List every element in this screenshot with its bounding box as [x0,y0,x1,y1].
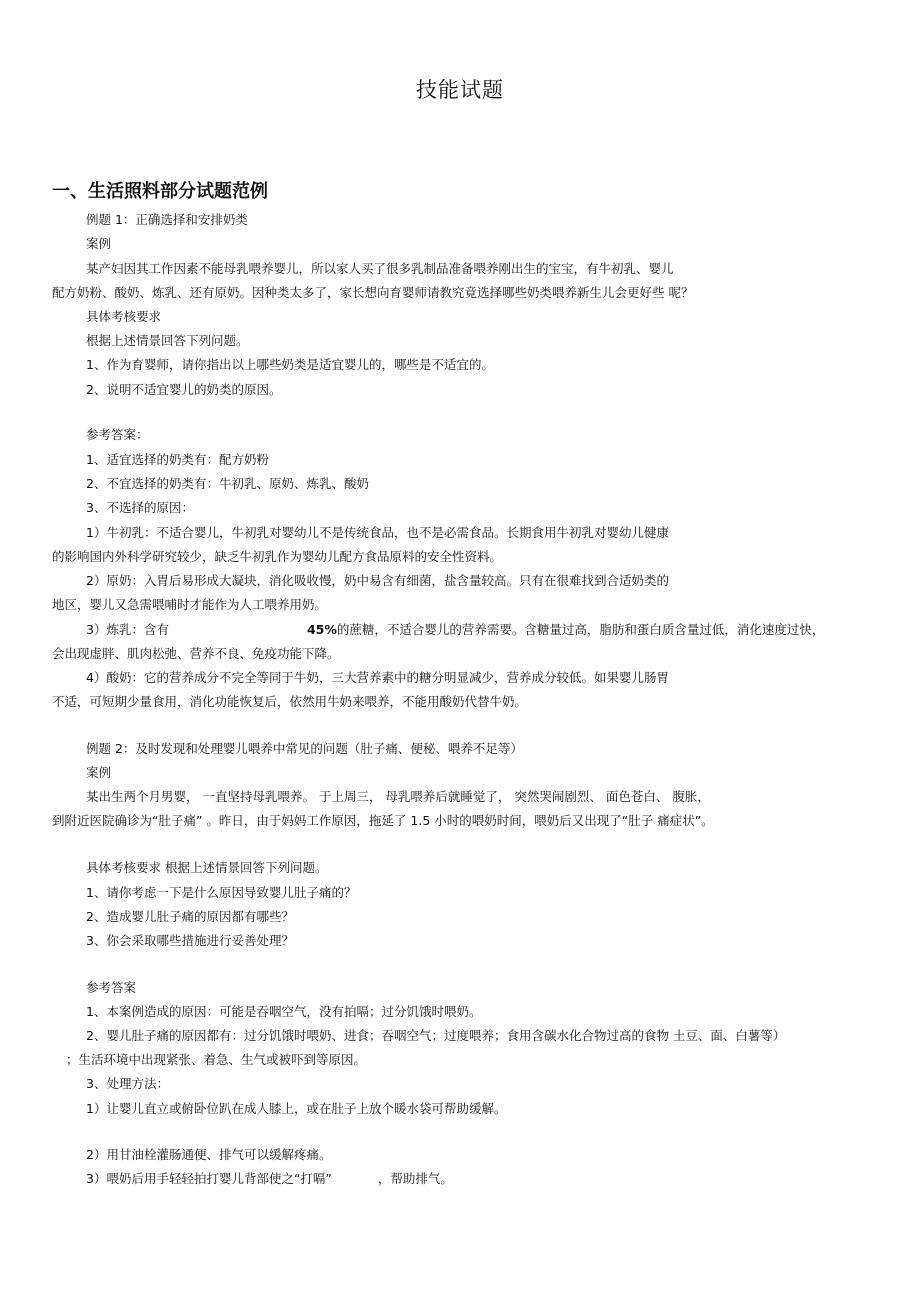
method-1: 1）让婴儿直立或俯卧位趴在成人膝上，或在肚子上放个暖水袋可帮助缓解。 [86,1101,507,1116]
example-2-case-line-2: 到附近医院确诊为“肚子痛” 。昨日，由于妈妈工作原因，拖延了 1.5 小时的喂奶时间，喂奶后又出现了“肚子 痛症状”。 [52,813,714,828]
example-2-heading: 例题 2：及时发现和处理婴儿喂养中常见的问题（肚子痛、便秘、喂养不足等） [86,741,523,756]
example-2-case-line-1: 某出生两个月男婴， 一直坚持母乳喂养。 于上周三， 母乳喂养后就睡觉了， 突然哭闹剧烈、 面色苍白、 腹胀， [86,789,710,804]
example-2-answer-3: 3、处理方法： [86,1076,169,1091]
example-1-case-line-2: 配方奶粉、酸奶、炼乳、还有原奶。因种类太多了，家长想向育婴师请教究竟选择哪些奶类喂养新生儿会更好些 呢？ [52,285,694,300]
method-3-text-a: 3）喂奶后用手轻轻拍打婴儿背部使之“打嗝” [86,1171,332,1186]
reason-4-line-2: 不适，可短期少量食用，消化功能恢复后，依然用牛奶来喂养，不能用酸奶代替牛奶。 [52,694,528,709]
reason-2-line-1: 2）原奶：入胃后易形成大凝块，消化吸收慢，奶中易含有细菌，盐含量较高。只有在很难找到合适奶类的 [86,573,669,588]
example-1-question-2: 2、说明不适宜婴儿的奶类的原因。 [86,382,282,397]
reason-3-text-a: 3）炼乳：含有 [86,622,169,637]
example-2-question-3: 3、你会采取哪些措施进行妥善处理？ [86,933,294,948]
method-3-text-b: ，帮助排气。 [377,1171,453,1186]
reason-4-line-1: 4）酸奶：它的营养成分不完全等同于牛奶，三大营养素中的糖分明显减少，营养成分较低。如果婴儿肠胃 [86,670,669,685]
example-1-heading: 例题 1：正确选择和安排奶类 [86,212,248,227]
example-1-question-1: 1、作为育婴师，请你指出以上哪些奶类是适宜婴儿的，哪些是不适宜的。 [86,357,494,372]
example-2-requirements: 具体考核要求 根据上述情景回答下列问题。 [86,860,328,875]
example-2-answer-label: 参考答案 [86,980,137,995]
example-1-case-line-1: 某产妇因其工作因素不能母乳喂养婴儿，所以家人买了很多乳制品准备喂养刚出生的宝宝，有牛初乳、婴儿 [86,261,674,276]
method-3 [86,1171,453,1187]
example-2-question-1: 1、请你考虑一下是什么原因导致婴儿肚子痛的？ [86,885,357,900]
example-2-question-2: 2、造成婴儿肚子痛的原因都有哪些？ [86,909,294,924]
example-2-case-label: 案例 [86,765,112,780]
page-title: 技能试题 [416,78,504,102]
reason-3-percentage: 45% [306,622,337,637]
example-1-case-label: 案例 [86,236,112,251]
example-2-answer-1: 1、本案例造成的原因：可能是吞咽空气，没有拍嗝；过分饥饿时喂奶。 [86,1004,482,1019]
section-heading: 一、生活照料部分试题范例 [52,181,268,202]
example-1-answer-3: 3、不选择的原因： [86,500,194,515]
example-2-answer-2-line-1: 2、婴儿肚子痛的原因都有：过分饥饿时喂奶、进食；吞咽空气；过度喂养；食用含碳水化合物过高的食物 土豆、面、白薯等） [86,1028,786,1043]
reason-3-text-b: 的蔗糖，不适合婴儿的营养需要。含糖量过高，脂肪和蛋白质含量过低，消化速度过快， [336,622,825,637]
example-1-answer-2: 2、不宜选择的奶类有：牛初乳、原奶、炼乳、酸奶 [86,476,369,491]
example-2-answer-2-line-2: ；生活环境中出现紧张、着急、生气或被吓到等原因。 [66,1052,367,1067]
example-1-answer-label: 参考答案： [86,427,149,442]
reason-3-line-1 [86,622,824,638]
reason-1-line-2: 的影响国内外科学研究较少，缺乏牛初乳作为婴幼儿配方食品原料的安全性资料。 [52,549,503,564]
method-2: 2）用甘油栓灌肠通便、排气可以缓解疼痛。 [86,1147,332,1162]
example-1-requirements-label: 具体考核要求 [86,309,162,324]
example-1-answer-1: 1、适宜选择的奶类有：配方奶粉 [86,452,269,467]
example-1-requirements-intro: 根据上述情景回答下列问题。 [86,333,249,348]
reason-3-line-2: 会出现虚胖、肌肉松弛、营养不良、免疫功能下降。 [52,646,340,661]
reason-2-line-2: 地区，婴儿又急需喂哺时才能作为人工喂养用奶。 [52,597,328,612]
reason-1-line-1: 1）牛初乳：不适合婴儿，牛初乳对婴幼儿不是传统食品，也不是必需食品。长期食用牛初乳对婴幼儿健康 [86,525,669,540]
